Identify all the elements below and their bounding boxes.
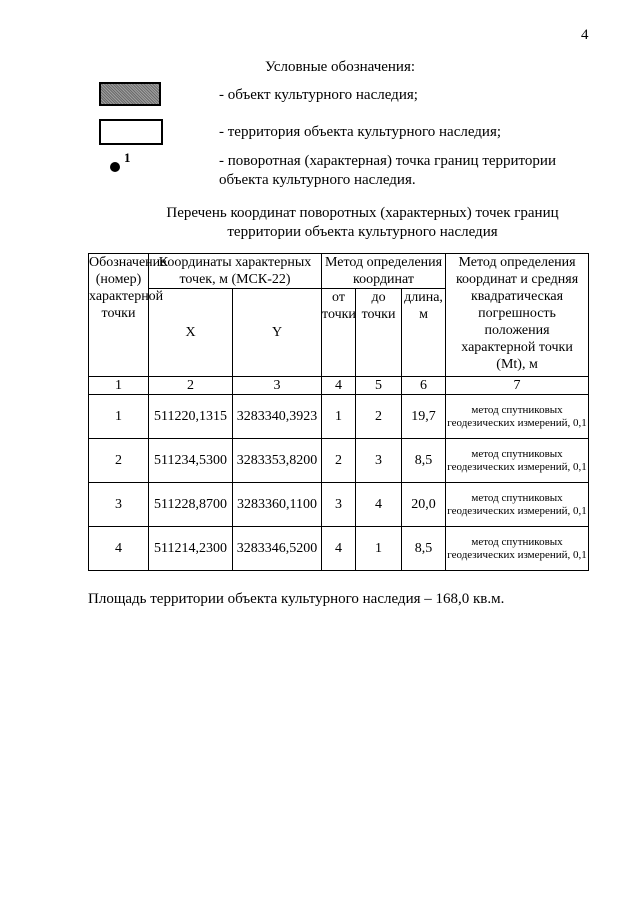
cell-y: 3283346,5200 xyxy=(233,527,322,571)
cell-length: 20,0 xyxy=(402,483,446,527)
cell-point: 3 xyxy=(89,483,149,527)
column-number: 6 xyxy=(402,377,446,395)
cell-method: метод спутниковых геодезических измерений, 0,1 xyxy=(446,395,589,439)
header-y: Y xyxy=(233,289,322,377)
cell-x: 511228,8700 xyxy=(149,483,233,527)
turning-point-dot-icon xyxy=(110,162,120,172)
legend-title: Условные обозначения: xyxy=(265,59,416,75)
heritage-object-swatch-icon xyxy=(99,82,161,106)
cell-method: метод спутниковых геодезических измерений, 0,1 xyxy=(446,483,589,527)
page-number: 4 xyxy=(581,27,589,43)
table-row xyxy=(89,439,589,483)
header-method: Метод определения координат xyxy=(322,254,446,289)
cell-length: 8,5 xyxy=(402,527,446,571)
cell-length: 19,7 xyxy=(402,395,446,439)
cell-y: 3283340,3923 xyxy=(233,395,322,439)
header-designation: Обозначение (номер) характерной точки xyxy=(89,254,149,377)
cell-point: 1 xyxy=(89,395,149,439)
cell-x: 511234,5300 xyxy=(149,439,233,483)
header-from: от точки xyxy=(322,289,356,377)
column-number: 5 xyxy=(356,377,402,395)
legend-item-turning-point: - поворотная (характерная) точка границ территории объекта культурного наследия. xyxy=(219,153,556,188)
table-row xyxy=(89,395,589,439)
header-to: до точки xyxy=(356,289,402,377)
cell-to: 4 xyxy=(356,483,402,527)
coordinates-table xyxy=(88,253,589,571)
cell-from: 3 xyxy=(322,483,356,527)
cell-y: 3283360,1100 xyxy=(233,483,322,527)
header-coordinates: Координаты характерных точек, м (МСК-22) xyxy=(149,254,322,289)
column-number: 1 xyxy=(89,377,149,395)
cell-method: метод спутниковых геодезических измерений, 0,1 xyxy=(446,527,589,571)
cell-point: 2 xyxy=(89,439,149,483)
cell-to: 1 xyxy=(356,527,402,571)
cell-point: 4 xyxy=(89,527,149,571)
column-number-row xyxy=(89,377,589,395)
column-number: 3 xyxy=(233,377,322,395)
territory-area-text: Площадь территории объекта культурного наследия – 168,0 кв.м. xyxy=(88,591,505,607)
legend-item-heritage-object: - объект культурного наследия; xyxy=(219,87,418,103)
column-number: 7 xyxy=(446,377,589,395)
turning-point-marker-label: 1 xyxy=(124,150,131,165)
cell-from: 1 xyxy=(322,395,356,439)
table-row xyxy=(89,527,589,571)
header-method-accuracy: Метод определения координат и средняя квадратическая погрешность положения характерной точки (Mt), м xyxy=(446,254,589,377)
cell-from: 4 xyxy=(322,527,356,571)
legend-item-heritage-territory: - территория объекта культурного наследия; xyxy=(219,124,502,140)
cell-y: 3283353,8200 xyxy=(233,439,322,483)
cell-to: 3 xyxy=(356,439,402,483)
cell-x: 511214,2300 xyxy=(149,527,233,571)
heritage-territory-swatch-icon xyxy=(99,119,163,145)
header-length: длина, м xyxy=(402,289,446,377)
cell-method: метод спутниковых геодезических измерений, 0,1 xyxy=(446,439,589,483)
table-row xyxy=(89,483,589,527)
coordinates-list-title: Перечень координат поворотных (характерных) точек границ территории объекта культурного наследия xyxy=(166,205,559,240)
column-number: 4 xyxy=(322,377,356,395)
cell-from: 2 xyxy=(322,439,356,483)
cell-to: 2 xyxy=(356,395,402,439)
cell-x: 511220,1315 xyxy=(149,395,233,439)
column-number: 2 xyxy=(149,377,233,395)
header-x: X xyxy=(149,289,233,377)
cell-length: 8,5 xyxy=(402,439,446,483)
